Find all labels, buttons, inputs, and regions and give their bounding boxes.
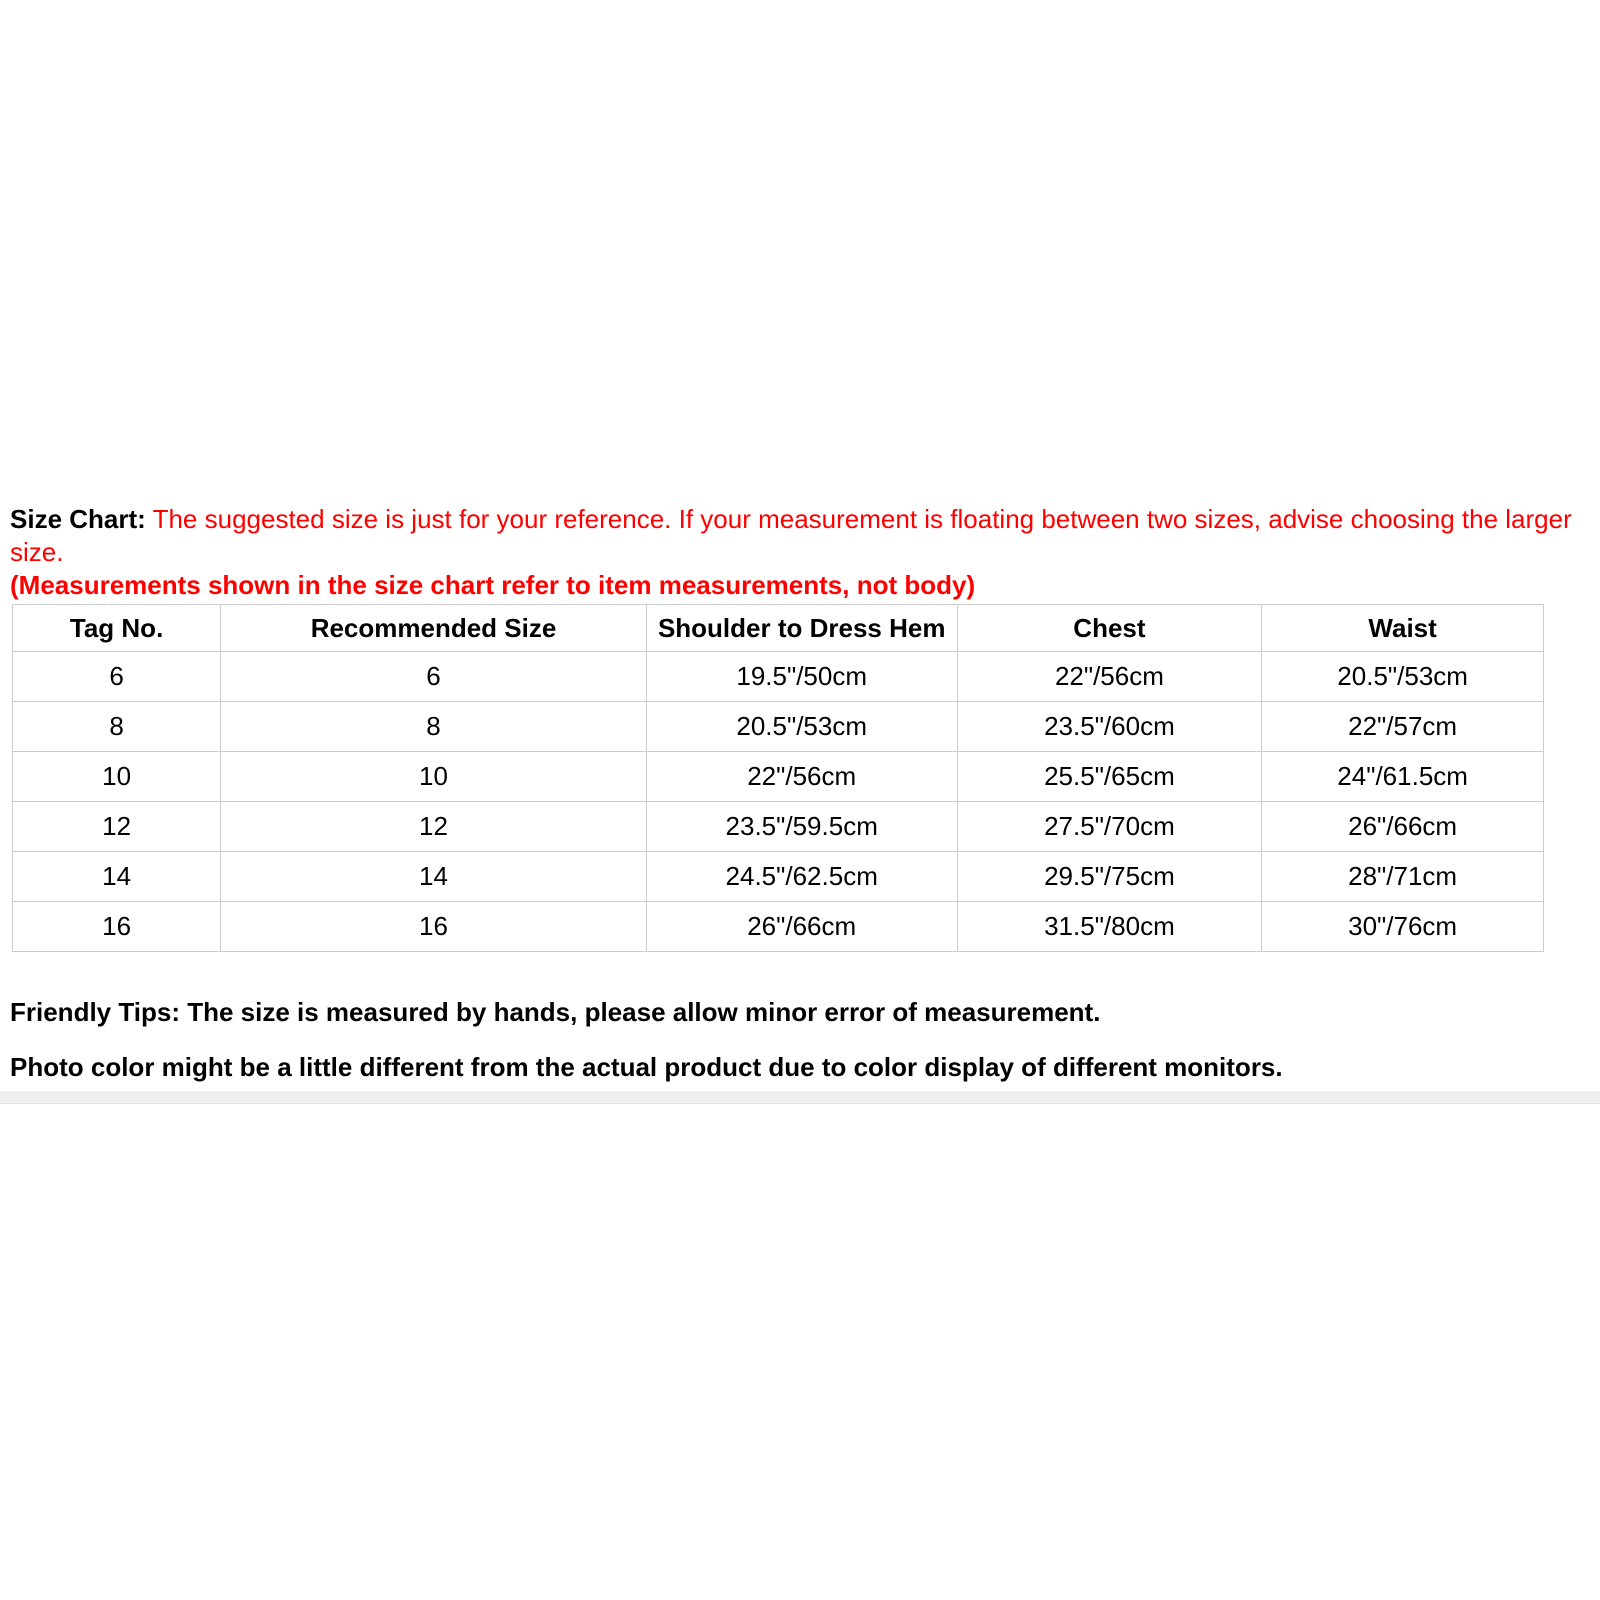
table-cell: 25.5"/65cm: [957, 752, 1262, 802]
table-cell: 12: [13, 802, 221, 852]
table-cell: 12: [221, 802, 647, 852]
size-chart-section: [10, 503, 1592, 1082]
section-divider: [0, 1091, 1600, 1104]
table-cell: 31.5"/80cm: [957, 902, 1262, 952]
size-chart-table: [12, 604, 1544, 952]
table-cell: 20.5"/53cm: [1262, 652, 1544, 702]
table-cell: 26"/66cm: [646, 902, 957, 952]
table-cell: 22"/57cm: [1262, 702, 1544, 752]
table-row: [13, 852, 1544, 902]
table-cell: 16: [221, 902, 647, 952]
table-cell: 28"/71cm: [1262, 852, 1544, 902]
header-shoulder-to-dress-hem: Shoulder to Dress Hem: [646, 605, 957, 652]
table-cell: 22"/56cm: [957, 652, 1262, 702]
table-cell: 24.5"/62.5cm: [646, 852, 957, 902]
table-row: [13, 802, 1544, 852]
header-recommended-size: Recommended Size: [221, 605, 647, 652]
size-disclaimer-line1: The suggested size is just for your reference. If your measurement is floating between two sizes, advise choosing the larger: [152, 504, 1572, 534]
size-chart-label: Size Chart: [10, 504, 138, 534]
friendly-tips-note: Friendly Tips: The size is measured by hands, please allow minor error of measurement.: [10, 997, 1101, 1027]
table-row: [13, 702, 1544, 752]
table-row: [13, 752, 1544, 802]
table-cell: 26"/66cm: [1262, 802, 1544, 852]
table-cell: 22"/56cm: [646, 752, 957, 802]
header-chest: Chest: [957, 605, 1262, 652]
table-cell: 23.5"/60cm: [957, 702, 1262, 752]
table-cell: 8: [221, 702, 647, 752]
table-cell: 14: [13, 852, 221, 902]
table-cell: 20.5"/53cm: [646, 702, 957, 752]
table-cell: 30"/76cm: [1262, 902, 1544, 952]
table-cell: 10: [13, 752, 221, 802]
table-cell: 10: [221, 752, 647, 802]
table-cell: 19.5"/50cm: [646, 652, 957, 702]
table-header-row: [13, 605, 1544, 652]
header-waist: Waist: [1262, 605, 1544, 652]
table-cell: 16: [13, 902, 221, 952]
size-chart-intro-line: [10, 503, 1592, 536]
table-cell: 8: [13, 702, 221, 752]
table-cell: 24"/61.5cm: [1262, 752, 1544, 802]
size-disclaimer-line2: size.: [10, 537, 64, 567]
table-cell: 23.5"/59.5cm: [646, 802, 957, 852]
table-cell: 14: [221, 852, 647, 902]
table-row: [13, 652, 1544, 702]
table-cell: 6: [221, 652, 647, 702]
size-chart-label-separator: :: [137, 504, 146, 534]
measurement-note: (Measurements shown in the size chart refer to item measurements, not body): [10, 570, 976, 600]
header-tag-no: Tag No.: [13, 605, 221, 652]
table-row: [13, 902, 1544, 952]
photo-color-note: Photo color might be a little different from the actual product due to color display of different monitors.: [10, 1052, 1283, 1082]
table-cell: 29.5"/75cm: [957, 852, 1262, 902]
table-cell: 6: [13, 652, 221, 702]
table-cell: 27.5"/70cm: [957, 802, 1262, 852]
